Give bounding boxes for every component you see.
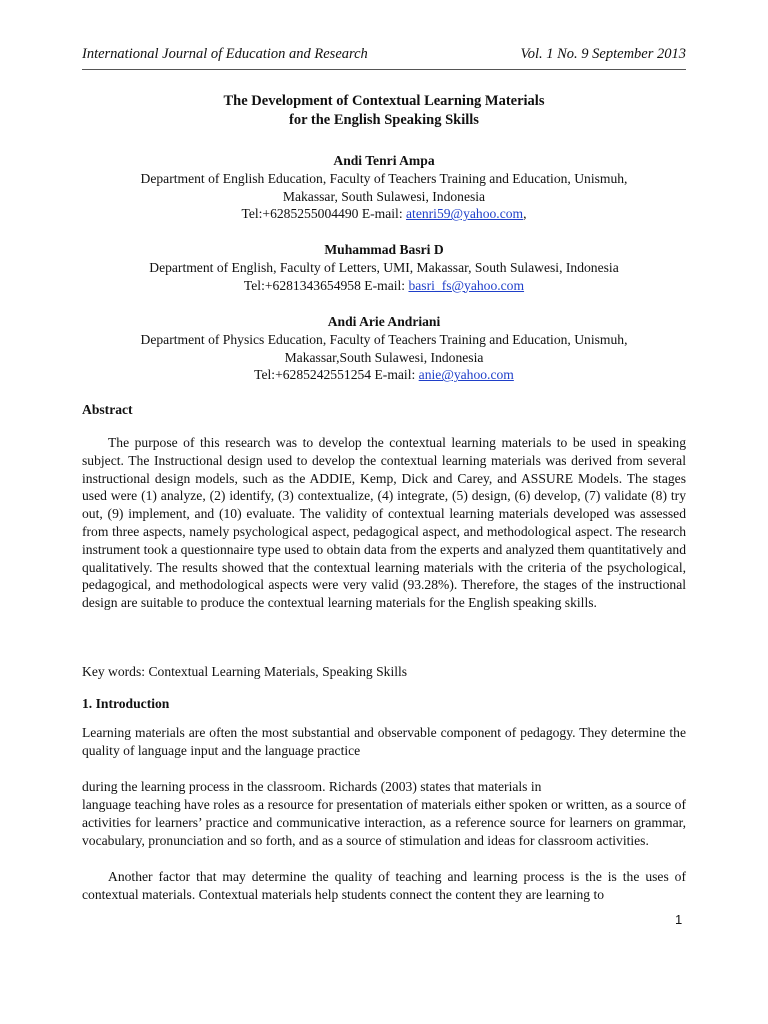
paper-title	[82, 92, 686, 130]
keywords: Key words: Contextual Learning Materials, Speaking Skills	[82, 664, 408, 679]
author-affiliation: Department of English, Faculty of Letters, UMI, Makassar, South Sulawesi, Indonesia	[149, 259, 619, 275]
section-heading-introduction: 1. Introduction	[82, 696, 170, 711]
author-block-1	[82, 152, 686, 223]
author-email-link[interactable]: anie@yahoo.com	[418, 367, 514, 383]
author-block-2	[82, 241, 686, 294]
abstract-body: The purpose of this research was to develop the contextual learning materials to be used in speaking subject. The Instructional design used to develop the contextual learning materials was derived from several instructional design models, such as the ADDIE, Kemp, Dick and Carey, and ASSURE Models. The stages used were (1) analyze, (2) identify, (3) contextualize, (4) integrate, (5) design, (6) develop, (7) validate (8) try out, (9) implement, and (10) evaluate. The validity of contextual learning materials developed was assessed from three aspects, namely psychological aspect, pedagogical aspect, and methodological aspect. The research instrument took a questionnaire type used to obtain data from the experts and analyzed them quantitatively and qualitatively. The results showed that the contextual learning materials with the criteria of the psychological, pedagogical, and methodological aspects were very valid (93.28%). Therefore, the stages of the instructional design are suitable to produce the contextual learning materials for the English speaking skills.	[82, 435, 686, 611]
author-contact	[82, 277, 686, 295]
author-affiliation: Department of English Education, Faculty of Teachers Training and Education, Unismuh,	[140, 170, 628, 186]
intro-paragraph-2: language teaching have roles as a resource for presentation of materials either spoken or written, as a source of activities for learners’ practice and communicative interaction, as a reference source for learners on grammar, vocabulary, pronunciation and so forth, and as a source of stimulation and ideas for classroom activities.	[82, 797, 686, 848]
author-affiliation: Department of Physics Education, Faculty of Teachers Training and Education, Unismuh,	[140, 331, 628, 347]
intro-paragraph-1: Learning materials are often the most substantial and observable component of pedagogy. They determine the quality of language input and the language practice	[82, 725, 686, 758]
author-email-link[interactable]: basri_fs@yahoo.com	[408, 277, 525, 293]
page-number: 1	[675, 912, 683, 927]
issue-info: Vol. 1 No. 9 September 2013	[520, 46, 686, 62]
author-name: Andi Tenri Ampa	[333, 153, 435, 168]
intro-paragraph-3: Another factor that may determine the quality of teaching and learning process is the is the uses of contextual materials. Contextual materials help students connect the content they are learning to	[82, 869, 686, 902]
author-affiliation: Makassar,South Sulawesi, Indonesia	[284, 349, 484, 365]
author-contact	[82, 366, 686, 384]
email-suffix: ,	[523, 206, 527, 222]
journal-name: International Journal of Education and Research	[82, 46, 368, 62]
title-line-1: The Development of Contextual Learning Materials	[223, 93, 545, 109]
title-line-2: for the English Speaking Skills	[289, 112, 479, 128]
author-block-3	[82, 313, 686, 384]
author-email-link[interactable]: atenri59@yahoo.com	[406, 206, 524, 222]
author-tel: Tel:+6285255004490 E-mail:	[241, 206, 407, 222]
abstract-heading: Abstract	[82, 402, 133, 417]
author-name: Muhammad Basri D	[324, 242, 444, 257]
author-contact	[82, 205, 686, 223]
author-tel: Tel:+6285242551254 E-mail:	[254, 367, 419, 383]
author-affiliation: Makassar, South Sulawesi, Indonesia	[282, 188, 486, 204]
author-tel: Tel:+6281343654958 E-mail:	[243, 277, 409, 293]
header-rule	[82, 69, 686, 70]
intro-paragraph-2-first-line: during the learning process in the classroom. Richards (2003) states that materials in	[82, 779, 542, 794]
author-name: Andi Arie Andriani	[327, 314, 441, 329]
